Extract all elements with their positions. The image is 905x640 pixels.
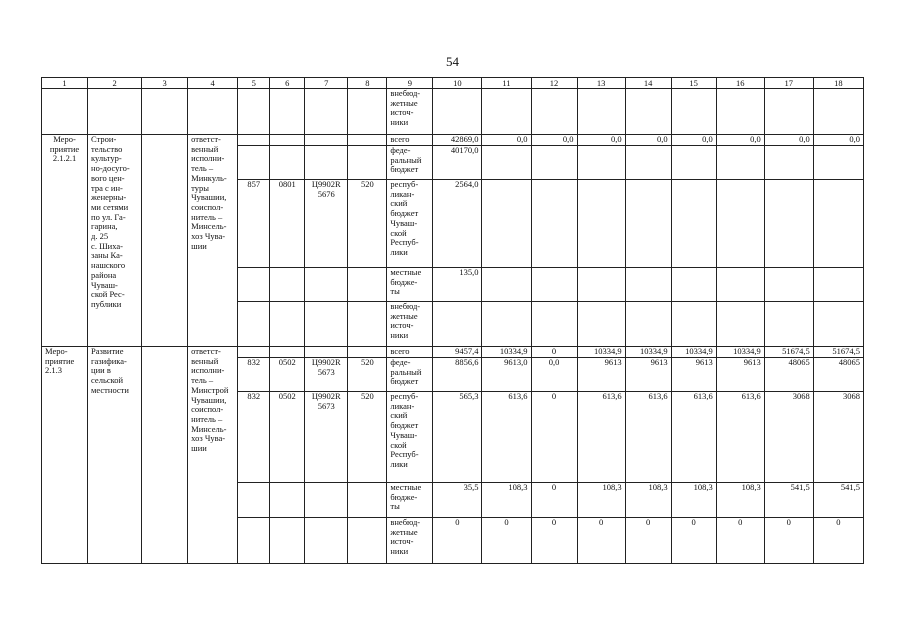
source-cell: феде- ральный бюджет	[390, 357, 422, 387]
value-cell: 0	[433, 518, 482, 564]
column-number-header: 6	[270, 78, 305, 89]
value-cell: 0,0	[716, 135, 764, 146]
page-number: 54	[446, 54, 459, 69]
budget-table	[41, 77, 864, 564]
value-cell: 108,3	[671, 483, 716, 518]
measure-executor: ответст- венный исполни- тель – Минстрой Чувашии, соиспол- нитель – Минсель- хоз Чува- шии	[191, 346, 229, 454]
value-cell: 0	[813, 518, 863, 564]
value-cell: 48065	[764, 358, 813, 392]
value-cell: 0	[625, 518, 671, 564]
source-cell: респуб- ликан- ский бюджет Чуваш- ской Респуб- лики	[390, 179, 419, 257]
value-cell: 51674,5	[764, 347, 813, 358]
value-cell: 8856,6	[433, 358, 482, 392]
column-number-header: 10	[433, 78, 482, 89]
value-cell: 40170,0	[433, 146, 482, 180]
value-cell: 0	[531, 347, 577, 358]
value-cell: 3068	[813, 392, 863, 483]
value-cell: 10334,9	[716, 347, 764, 358]
value-cell: 48065	[813, 358, 863, 392]
value-cell: 0,0	[531, 358, 577, 392]
value-cell: 9613	[577, 358, 625, 392]
source-cell: внебюд- жетные источ- ники	[390, 88, 421, 128]
value-cell: 42869,0	[433, 135, 482, 146]
column-number-header: 4	[188, 78, 238, 89]
value-cell: 10334,9	[671, 347, 716, 358]
header-row	[42, 78, 864, 89]
target-article-cell: Ц9902R 5673	[311, 391, 341, 411]
column-number-header: 11	[482, 78, 531, 89]
target-article-cell: Ц9902R 5676	[311, 179, 341, 199]
value-cell: 0	[531, 518, 577, 564]
column-number-header: 16	[716, 78, 764, 89]
expense-type-cell: 520	[348, 180, 387, 268]
column-number-header: 15	[671, 78, 716, 89]
source-cell: внебюд- жетные источ- ники	[390, 517, 421, 557]
expense-type-cell: 520	[348, 358, 387, 392]
value-cell: 613,6	[482, 392, 531, 483]
column-number-header: 18	[813, 78, 863, 89]
table-row	[42, 347, 864, 358]
measure-executor: ответст- венный исполни- тель – Минкуль- туры Чувашии, соиспол- нитель – Минсель- хоз Чува- шии	[191, 134, 227, 251]
source-cell: феде- ральный бюджет	[390, 145, 422, 175]
value-cell: 51674,5	[813, 347, 863, 358]
section-cell: 0801	[270, 180, 305, 268]
value-cell: 10334,9	[577, 347, 625, 358]
value-cell: 0,0	[625, 135, 671, 146]
value-cell: 108,3	[577, 483, 625, 518]
column-number-header: 17	[764, 78, 813, 89]
column-number-header: 13	[577, 78, 625, 89]
value-cell: 10334,9	[625, 347, 671, 358]
column-number-header: 3	[142, 78, 188, 89]
value-cell: 108,3	[625, 483, 671, 518]
source-cell: местные бюдже- ты	[390, 267, 422, 297]
section-cell: 0502	[270, 358, 305, 392]
value-cell: 0,0	[482, 135, 531, 146]
value-cell: 613,6	[671, 392, 716, 483]
value-cell: 35,5	[433, 483, 482, 518]
source-cell: внебюд- жетные источ- ники	[390, 301, 421, 341]
expense-type-cell: 520	[348, 392, 387, 483]
measure-name: Меро- приятие 2.1.3	[45, 346, 75, 376]
value-cell: 3068	[764, 392, 813, 483]
value-cell: 0,0	[577, 135, 625, 146]
column-number-header: 5	[238, 78, 270, 89]
value-cell: 135,0	[433, 268, 482, 302]
column-number-header: 2	[88, 78, 142, 89]
section-cell: 0502	[270, 392, 305, 483]
value-cell: 0	[577, 518, 625, 564]
value-cell: 0,0	[813, 135, 863, 146]
value-cell: 2564,0	[433, 180, 482, 268]
source-cell: всего	[390, 346, 410, 356]
grbs-cell: 832	[238, 358, 270, 392]
value-cell: 108,3	[482, 483, 531, 518]
measure-description: Развитие газифика- ции в сельской местности	[91, 346, 129, 395]
value-cell: 10334,9	[482, 347, 531, 358]
source-cell: респуб- ликан- ский бюджет Чуваш- ской Респуб- лики	[390, 391, 419, 469]
measure-name: Меро- приятие 2.1.2.1	[49, 134, 80, 164]
value-cell: 541,5	[764, 483, 813, 518]
value-cell: 9613	[625, 358, 671, 392]
value-cell: 0	[531, 392, 577, 483]
target-article-cell: Ц9902R 5673	[311, 357, 341, 377]
column-number-header: 9	[387, 78, 433, 89]
column-number-header: 7	[305, 78, 348, 89]
value-cell: 565,3	[433, 392, 482, 483]
value-cell: 613,6	[625, 392, 671, 483]
value-cell: 0,0	[531, 135, 577, 146]
value-cell: 0,0	[764, 135, 813, 146]
source-cell: всего	[390, 134, 410, 144]
value-cell: 9613	[716, 358, 764, 392]
column-number-header: 14	[625, 78, 671, 89]
column-number-header: 1	[42, 78, 88, 89]
value-cell: 9457,4	[433, 347, 482, 358]
measure-description: Строи- тельство культур- но-досуго- вого цен- тра с ин- женерны- ми сетями по ул. Га- гарина, д. 25 с. Шиха- заны Ка- нашского района Чуваш- ской Рес- публики	[91, 134, 130, 309]
value-cell: 0	[531, 483, 577, 518]
value-cell: 9613	[671, 358, 716, 392]
value-cell: 541,5	[813, 483, 863, 518]
column-number-header: 8	[348, 78, 387, 89]
value-cell: 0	[671, 518, 716, 564]
value-cell: 0,0	[671, 135, 716, 146]
column-number-header: 12	[531, 78, 577, 89]
grbs-cell: 832	[238, 392, 270, 483]
continuation-row	[42, 89, 864, 135]
source-cell: местные бюдже- ты	[390, 482, 422, 512]
value-cell: 0	[482, 518, 531, 564]
value-cell: 0	[764, 518, 813, 564]
value-cell: 9613,0	[482, 358, 531, 392]
value-cell: 108,3	[716, 483, 764, 518]
value-cell: 613,6	[577, 392, 625, 483]
value-cell: 613,6	[716, 392, 764, 483]
grbs-cell: 857	[238, 180, 270, 268]
table-row	[42, 135, 864, 146]
value-cell: 0	[716, 518, 764, 564]
